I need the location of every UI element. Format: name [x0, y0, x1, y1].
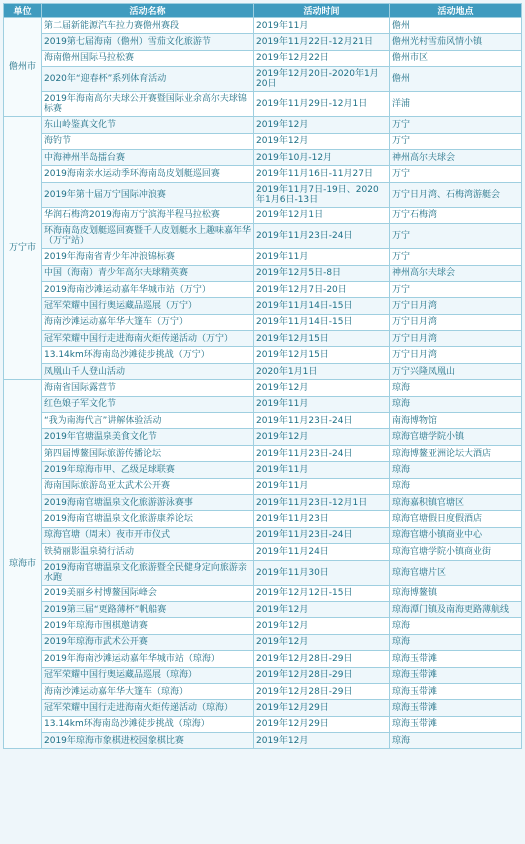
activity-name-cell: 2019海南沙滩运动嘉年华城市站（万宁） [42, 281, 254, 297]
unit-cell: 万宁市 [4, 117, 42, 380]
table-row [4, 166, 522, 182]
table-row [4, 511, 522, 527]
header-activity-place: 活动地点 [390, 4, 522, 18]
activity-time-cell: 2019年12月 [254, 601, 390, 617]
activity-time-cell: 2019年12月28日-29日 [254, 667, 390, 683]
activity-name-cell: 红色娘子军文化节 [42, 396, 254, 412]
activity-name-cell: 海南省国际露营节 [42, 380, 254, 396]
activity-place-cell: 万宁日月湾 [390, 331, 522, 347]
table-row [4, 224, 522, 249]
activity-place-cell: 琼海 [390, 462, 522, 478]
activity-name-cell: 凤凰山千人登山活动 [42, 363, 254, 379]
activity-name-cell: 2019年官塘温泉美食文化节 [42, 429, 254, 445]
activity-name-cell: 冠军荣耀中国行奥运藏品巡展（万宁） [42, 298, 254, 314]
activity-name-cell: 海南儋州国际马拉松赛 [42, 50, 254, 66]
activity-time-cell: 2019年11月14日-15日 [254, 314, 390, 330]
activity-name-cell: 2019年第十届万宁国际冲浪赛 [42, 182, 254, 207]
activity-place-cell: 万宁日月湾 [390, 314, 522, 330]
header-row [4, 4, 522, 18]
activity-place-cell: 儋州 [390, 18, 522, 34]
activity-place-cell: 万宁日月湾 [390, 347, 522, 363]
activity-place-cell: 琼海玉带滩 [390, 683, 522, 699]
activity-name-cell: 2019第三届“更路薄杯”帆船赛 [42, 601, 254, 617]
activity-place-cell: 琼海官塘学院小镇 [390, 429, 522, 445]
activity-time-cell: 2019年11月24日 [254, 544, 390, 560]
activity-place-cell: 神州高尔夫球会 [390, 149, 522, 165]
activity-name-cell: 冠军荣耀中国行走进海南火炬传递活动（琼海） [42, 700, 254, 716]
activity-place-cell: 琼海潭门镇及南海更路薄航线 [390, 601, 522, 617]
activity-place-cell: 琼海 [390, 634, 522, 650]
table-row [4, 585, 522, 601]
table-row [4, 700, 522, 716]
table-row [4, 683, 522, 699]
activity-time-cell: 2019年11月16日-11月27日 [254, 166, 390, 182]
activity-place-cell: 万宁 [390, 117, 522, 133]
activity-place-cell: 洋浦 [390, 92, 522, 117]
activity-time-cell: 2019年12月 [254, 618, 390, 634]
activity-name-cell: 2019年海南省青少年冲浪锦标赛 [42, 249, 254, 265]
activity-place-cell: 儋州 [390, 67, 522, 92]
activity-place-cell: 琼海 [390, 478, 522, 494]
table-row [4, 527, 522, 543]
table-row [4, 92, 522, 117]
activity-name-cell: 东山岭鉴真文化节 [42, 117, 254, 133]
activity-name-cell: 环海南岛皮划艇巡回赛暨千人皮划艇水上趣味嘉年华（万宁站） [42, 224, 254, 249]
activity-name-cell: 冠军荣耀中国行走进海南火炬传递活动（万宁） [42, 331, 254, 347]
activity-time-cell: 2019年12月29日 [254, 716, 390, 732]
activity-name-cell: 2019年海南沙滩运动嘉年华城市站（琼海） [42, 651, 254, 667]
activity-time-cell: 2019年10月-12月 [254, 149, 390, 165]
activity-place-cell: 琼海 [390, 733, 522, 749]
activity-place-cell: 万宁日月湾 [390, 298, 522, 314]
activity-time-cell: 2019年12月 [254, 117, 390, 133]
table-row [4, 544, 522, 560]
activity-time-cell: 2019年11月23日-12月1日 [254, 494, 390, 510]
activity-time-cell: 2019年12月 [254, 634, 390, 650]
activity-place-cell: 万宁日月湾、石梅湾游艇会 [390, 182, 522, 207]
activity-place-cell: 琼海官塘片区 [390, 560, 522, 585]
activity-name-cell: 2020年“迎春杯”系列体育活动 [42, 67, 254, 92]
activity-place-cell: 琼海玉带滩 [390, 700, 522, 716]
activity-time-cell: 2019年11月 [254, 18, 390, 34]
activity-place-cell: 琼海玉带滩 [390, 667, 522, 683]
activity-name-cell: 2019海南亲水运动季环海南岛皮划艇巡回赛 [42, 166, 254, 182]
table-row [4, 716, 522, 732]
table-row [4, 494, 522, 510]
activity-place-cell: 琼海 [390, 396, 522, 412]
table-row [4, 618, 522, 634]
header-activity-name: 活动名称 [42, 4, 254, 18]
activity-place-cell: 万宁石梅湾 [390, 207, 522, 223]
table-row [4, 651, 522, 667]
activity-name-cell: 2019年琼海市武术公开赛 [42, 634, 254, 650]
activity-time-cell: 2019年11月 [254, 396, 390, 412]
activity-name-cell: 中海神州半岛擂台赛 [42, 149, 254, 165]
activity-name-cell: 2019年海南高尔夫球公开赛暨国际业余高尔夫球锦标赛 [42, 92, 254, 117]
activity-time-cell: 2019年12月20日-2020年1月20日 [254, 67, 390, 92]
table-row [4, 413, 522, 429]
table-row [4, 133, 522, 149]
activity-name-cell: 第二届新能源汽车拉力赛儋州赛段 [42, 18, 254, 34]
activity-time-cell: 2019年12月22日 [254, 50, 390, 66]
activity-name-cell: 2019美丽乡村博鳌国际峰会 [42, 585, 254, 601]
activity-place-cell: 儋州光村雪茄风情小镇 [390, 34, 522, 50]
activity-place-cell: 琼海官塘小镇商业中心 [390, 527, 522, 543]
table-row [4, 331, 522, 347]
table-row [4, 445, 522, 461]
activity-place-cell: 琼海玉带滩 [390, 651, 522, 667]
table-row [4, 380, 522, 396]
activity-time-cell: 2019年12月 [254, 133, 390, 149]
activity-place-cell: 万宁兴隆凤凰山 [390, 363, 522, 379]
table-row [4, 117, 522, 133]
activity-place-cell: 南海博物馆 [390, 413, 522, 429]
activity-name-cell: 2019第七届海南（儋州）雪茄文化旅游节 [42, 34, 254, 50]
table-row [4, 281, 522, 297]
activity-time-cell: 2019年11月29日-12月1日 [254, 92, 390, 117]
activity-name-cell: 铁骑丽影温泉骑行活动 [42, 544, 254, 560]
table-row [4, 667, 522, 683]
activity-time-cell: 2019年11月 [254, 478, 390, 494]
activity-name-cell: 2019海南官塘温泉文化旅游暨全民健身定向旅游亲水跑 [42, 560, 254, 585]
activity-name-cell: 13.14km环海南岛沙滩徒步挑战（万宁） [42, 347, 254, 363]
activity-time-cell: 2019年12月29日 [254, 700, 390, 716]
activity-place-cell: 万宁 [390, 166, 522, 182]
table-row [4, 298, 522, 314]
activity-time-cell: 2019年12月28日-29日 [254, 651, 390, 667]
activity-time-cell: 2019年11月14日-15日 [254, 298, 390, 314]
header-activity-time: 活动时间 [254, 4, 390, 18]
activity-time-cell: 2019年11月 [254, 462, 390, 478]
activity-time-cell: 2019年11月23日-24日 [254, 224, 390, 249]
activity-name-cell: 海钓节 [42, 133, 254, 149]
activity-time-cell: 2019年12月 [254, 380, 390, 396]
table-row [4, 347, 522, 363]
activity-time-cell: 2019年12月12日-15日 [254, 585, 390, 601]
activity-place-cell: 琼海官塘假日度假酒店 [390, 511, 522, 527]
table-row [4, 560, 522, 585]
table-row [4, 182, 522, 207]
unit-cell: 琼海市 [4, 380, 42, 749]
activity-name-cell: 第四届博鳌国际旅游传播论坛 [42, 445, 254, 461]
header-unit: 单位 [4, 4, 42, 18]
activity-place-cell: 琼海博鳌亚洲论坛大酒店 [390, 445, 522, 461]
activity-name-cell: 冠军荣耀中国行奥运藏品巡展（琼海） [42, 667, 254, 683]
table-row [4, 50, 522, 66]
activity-name-cell: 2019年琼海市象棋进校园象棋比赛 [42, 733, 254, 749]
activity-time-cell: 2019年11月 [254, 249, 390, 265]
activity-time-cell: 2019年11月23日-24日 [254, 413, 390, 429]
activity-name-cell: 海南国际旅游岛亚太武术公开赛 [42, 478, 254, 494]
table-row [4, 363, 522, 379]
activity-time-cell: 2020年1月1日 [254, 363, 390, 379]
activity-place-cell: 万宁 [390, 281, 522, 297]
table-row [4, 314, 522, 330]
activity-name-cell: “我为南海代言”讲解体验活动 [42, 413, 254, 429]
activity-schedule-table [3, 3, 522, 749]
activity-place-cell: 琼海 [390, 618, 522, 634]
activity-time-cell: 2019年11月23日-24日 [254, 527, 390, 543]
table-row [4, 18, 522, 34]
activity-time-cell: 2019年12月1日 [254, 207, 390, 223]
activity-name-cell: 海南沙滩运动嘉年华大篷车（琼海） [42, 683, 254, 699]
activity-name-cell: 13.14km环海南岛沙滩徒步挑战（琼海） [42, 716, 254, 732]
unit-cell: 儋州市 [4, 18, 42, 117]
activity-time-cell: 2019年12月7日-20日 [254, 281, 390, 297]
activity-time-cell: 2019年12月 [254, 429, 390, 445]
table-row [4, 265, 522, 281]
activity-time-cell: 2019年12月15日 [254, 331, 390, 347]
activity-time-cell: 2019年11月22日-12月21日 [254, 34, 390, 50]
activity-place-cell: 琼海玉带滩 [390, 716, 522, 732]
activity-place-cell: 琼海博鳌镇 [390, 585, 522, 601]
activity-name-cell: 2019年琼海市甲、乙级足球联赛 [42, 462, 254, 478]
activity-name-cell: 2019年琼海市围棋邀请赛 [42, 618, 254, 634]
table-row [4, 249, 522, 265]
activity-time-cell: 2019年11月23日-24日 [254, 445, 390, 461]
table-row [4, 207, 522, 223]
activity-place-cell: 万宁 [390, 224, 522, 249]
activity-name-cell: 海南沙滩运动嘉年华大篷车（万宁） [42, 314, 254, 330]
activity-name-cell: 2019海南官塘温泉文化旅游游泳赛事 [42, 494, 254, 510]
activity-name-cell: 中国（海南）青少年高尔夫球精英赛 [42, 265, 254, 281]
table-row [4, 733, 522, 749]
activity-time-cell: 2019年12月5日-8日 [254, 265, 390, 281]
activity-place-cell: 琼海官塘学院小镇商业街 [390, 544, 522, 560]
activity-time-cell: 2019年11月7日-19日、2020年1月6日-13日 [254, 182, 390, 207]
activity-place-cell: 神州高尔夫球会 [390, 265, 522, 281]
table-row [4, 478, 522, 494]
table-row [4, 462, 522, 478]
activity-name-cell: 琼海官塘（周末）夜市开市仪式 [42, 527, 254, 543]
table-row [4, 634, 522, 650]
activity-place-cell: 琼海嘉积镇官塘区 [390, 494, 522, 510]
activity-place-cell: 儋州市区 [390, 50, 522, 66]
activity-place-cell: 万宁 [390, 133, 522, 149]
activity-name-cell: 2019海南官塘温泉文化旅游康养论坛 [42, 511, 254, 527]
table-row [4, 429, 522, 445]
activity-name-cell: 华润石梅湾2019海南万宁滨海半程马拉松赛 [42, 207, 254, 223]
activity-place-cell: 万宁 [390, 249, 522, 265]
table-row [4, 601, 522, 617]
activity-place-cell: 琼海 [390, 380, 522, 396]
activity-time-cell: 2019年12月15日 [254, 347, 390, 363]
activity-time-cell: 2019年12月 [254, 733, 390, 749]
table-row [4, 396, 522, 412]
table-body [4, 18, 522, 749]
activity-time-cell: 2019年12月28日-29日 [254, 683, 390, 699]
activity-time-cell: 2019年11月23日 [254, 511, 390, 527]
activity-time-cell: 2019年11月30日 [254, 560, 390, 585]
table-row [4, 67, 522, 92]
table-row [4, 34, 522, 50]
table-row [4, 149, 522, 165]
